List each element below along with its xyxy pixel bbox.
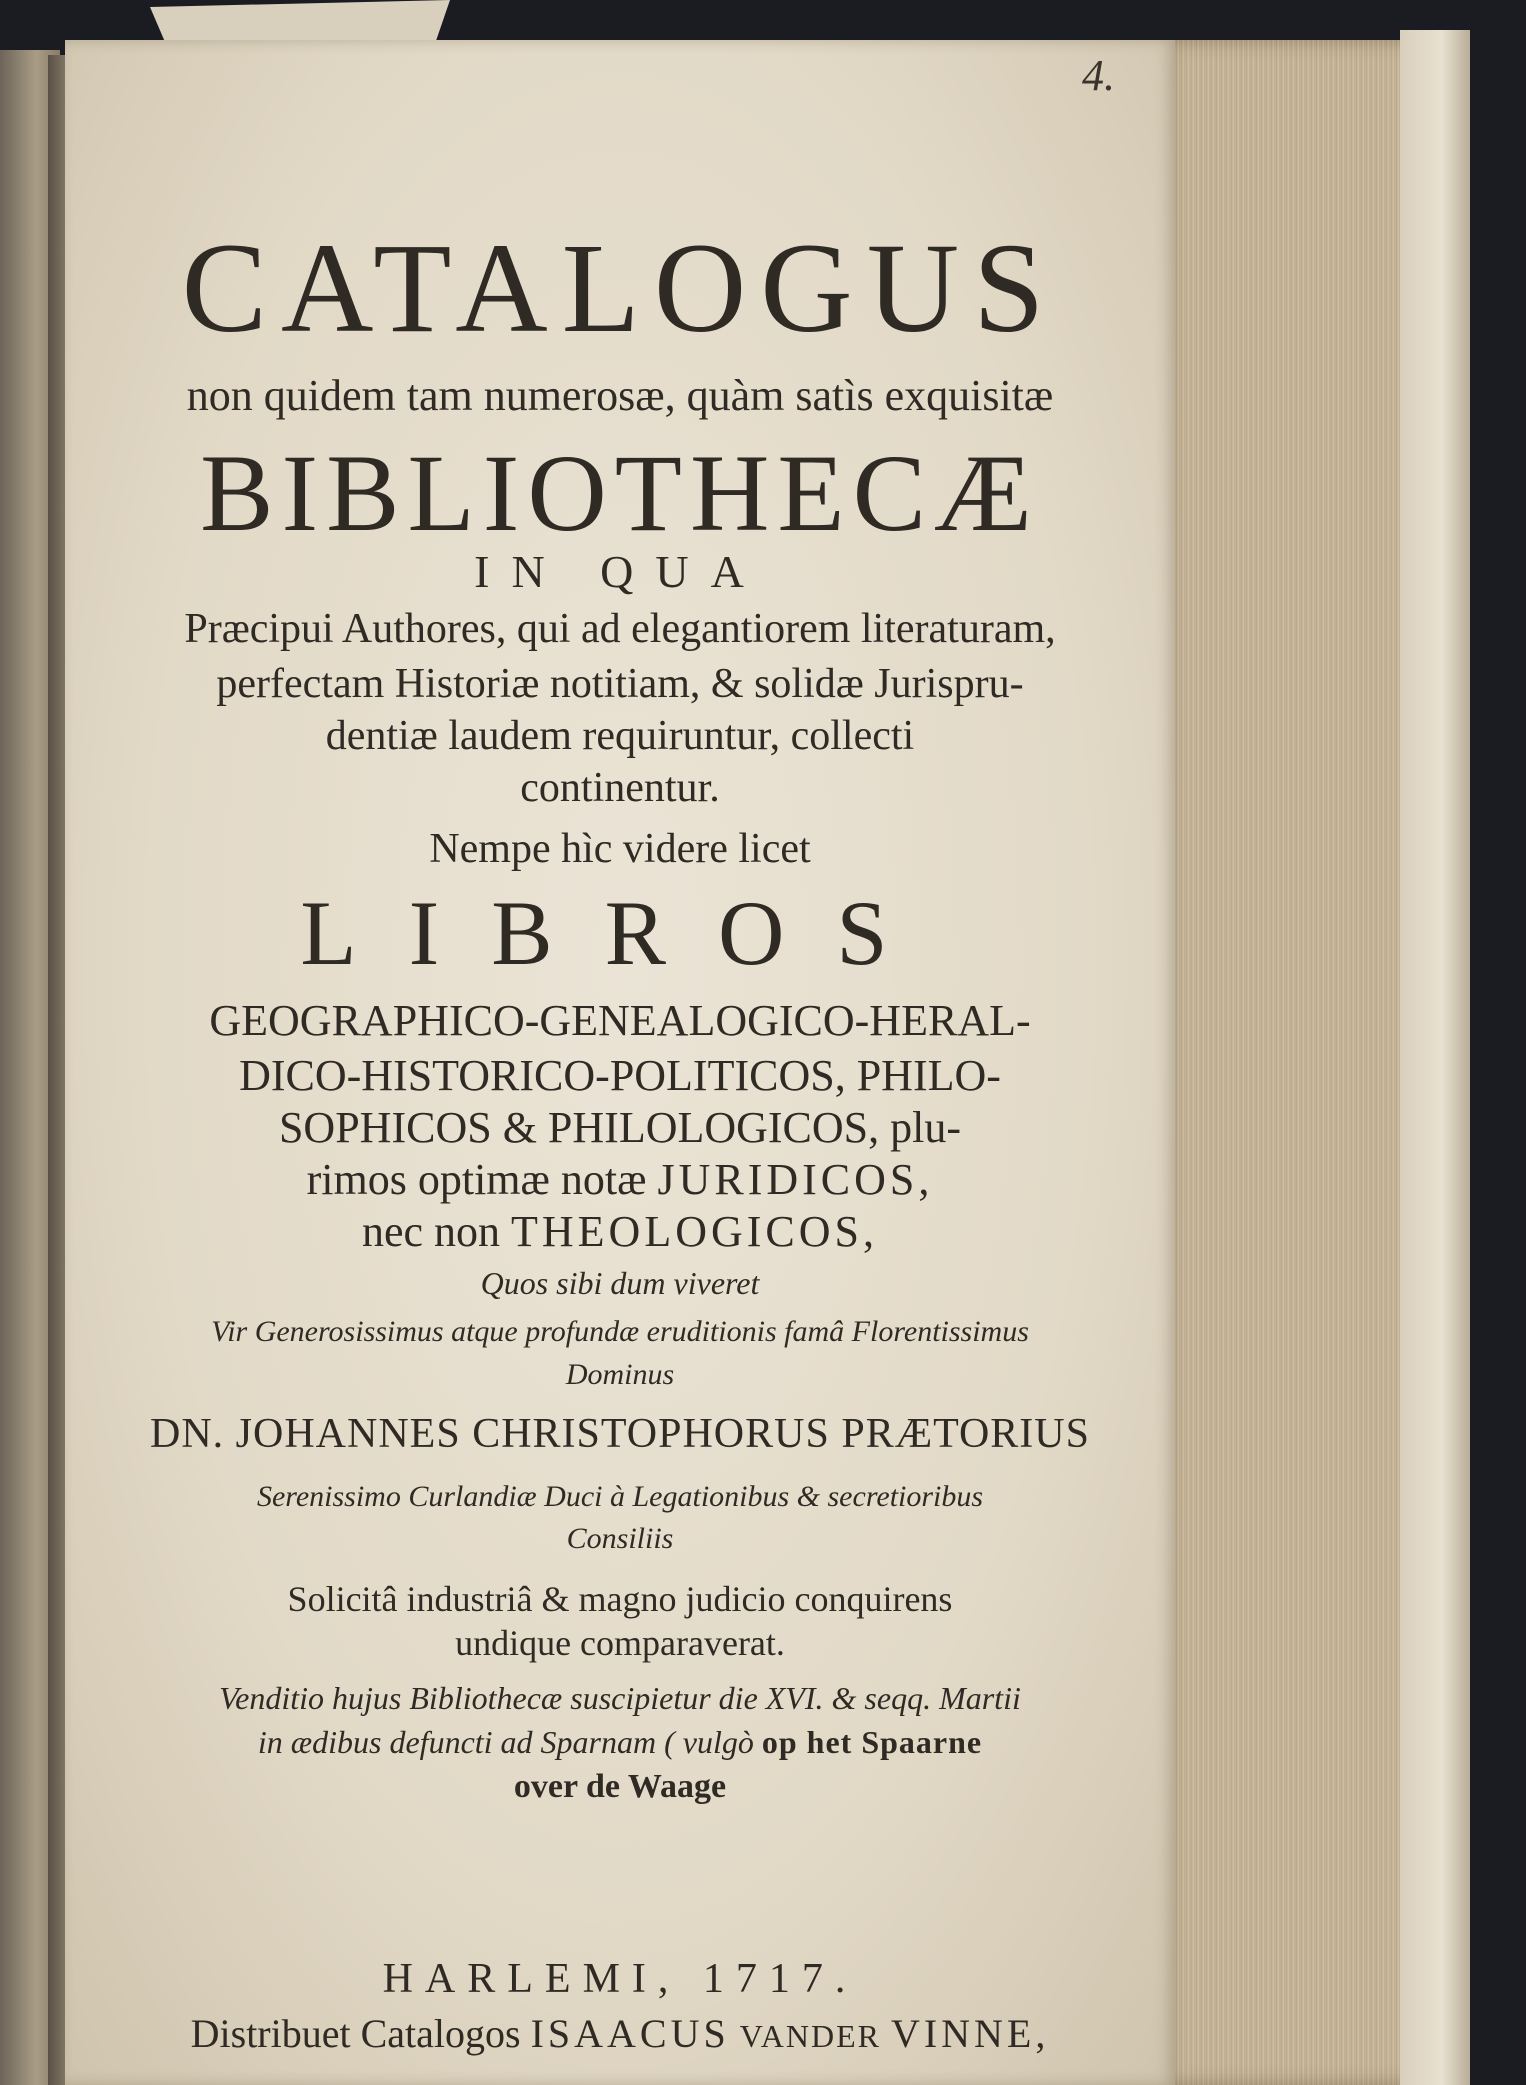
body-line: continentur. <box>520 765 720 811</box>
sale-blackletter-line: over de Waage <box>513 1768 727 1805</box>
subjects-theologicos: THEOLOGICOS, <box>511 1207 879 1256</box>
body-line: perfectam Historiæ notitiam, & solidæ Jurispru- <box>216 661 1024 707</box>
subjects-text: rimos optimæ notæ <box>306 1155 658 1204</box>
sale-blackletter: op het Spaarne <box>761 1724 983 1760</box>
subjects-line: SOPHICOS & PHILOLOGICOS, plu- <box>278 1103 962 1152</box>
owner-solicita: undique comparaverat. <box>455 1623 785 1663</box>
book-cover-edge <box>1400 30 1470 2085</box>
imprint-name: VINNE, <box>890 2011 1050 2056</box>
body-line: dentiæ laudem requiruntur, collecti <box>325 713 915 759</box>
owner-vir: Vir Generosissimus atque profundæ eruditionis famâ Florentissimus <box>211 1315 1029 1348</box>
owner-role: Serenissimo Curlandiæ Duci à Legationibus & secretioribus <box>256 1480 984 1513</box>
imprint-van: VANDER <box>739 2018 881 2054</box>
title-bibliothecae: BIBLIOTHECÆ <box>200 432 1040 554</box>
owner-quos: Quos sibi dum viveret <box>480 1265 760 1301</box>
body-line: Præcipui Authores, qui ad elegantiorem literaturam, <box>184 606 1056 652</box>
title-in-qua: IN QUA <box>474 546 766 597</box>
title-subtitle: non quidem tam numerosæ, quàm satìs exquisitæ <box>186 371 1054 420</box>
owner-dominus: Dominus <box>565 1358 675 1391</box>
owner-role: Consiliis <box>566 1522 674 1555</box>
imprint-text: Distribuet Catalogos <box>190 2011 531 2056</box>
imprint-distributor <box>65 2010 1175 2057</box>
owner-name: DN. JOHANNES CHRISTOPHORUS PRÆTORIUS <box>150 1411 1090 1457</box>
libros-heading: LIBROS <box>300 882 940 984</box>
owner-solicita: Solicitâ industriâ & magno judicio conquirens <box>287 1579 953 1619</box>
subjects-line <box>65 1206 1175 1257</box>
folio-number: 4. <box>1082 51 1115 100</box>
title-page <box>65 40 1175 2085</box>
subjects-line: GEOGRAPHICO-GENEALOGICO-HERAL- <box>209 996 1031 1045</box>
subjects-text: nec non <box>361 1207 512 1256</box>
subjects-juridicos: JURIDICOS, <box>657 1155 934 1204</box>
imprint-name: ISAACUS <box>530 2011 730 2056</box>
subjects-line <box>65 1154 1175 1205</box>
imprint-place-date: HARLEMI, 1717. <box>382 1956 858 2002</box>
nempe-line: Nempe hìc videre licet <box>429 826 811 872</box>
subjects-line: DICO-HISTORICO-POLITICOS, PHILO- <box>239 1051 1001 1100</box>
sale-line <box>65 1724 1175 1761</box>
sale-text: in ædibus defuncti ad Sparnam ( vulgò <box>257 1724 762 1760</box>
sale-line: Venditio hujus Bibliothecæ suscipietur die XVI. & seqq. Martii <box>219 1680 1021 1716</box>
title-catalogus: CATALOGUS <box>181 217 1059 359</box>
